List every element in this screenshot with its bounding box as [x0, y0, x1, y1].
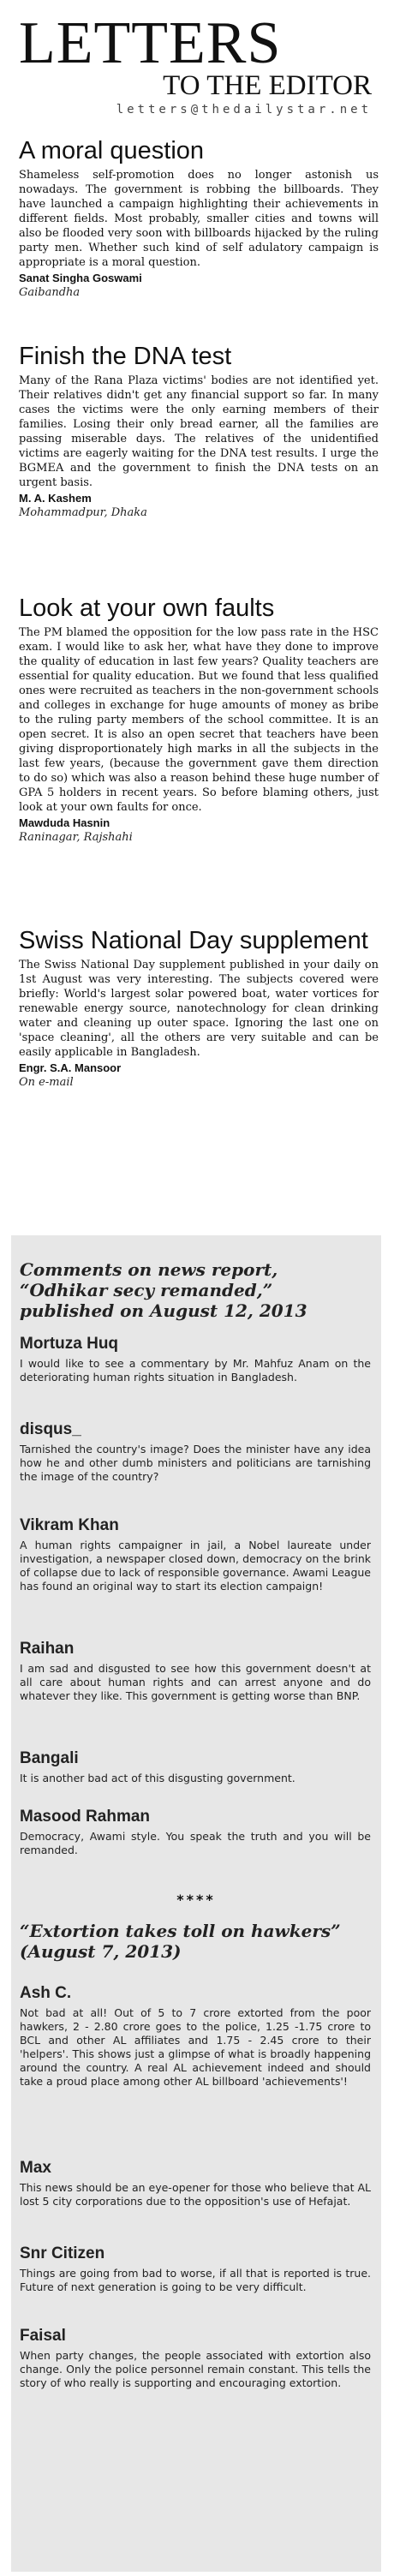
- letter-place: Mohammadpur, Dhaka: [19, 506, 147, 519]
- comments-heading-extortion: [20, 1921, 371, 1962]
- comment-text: This news should be an eye-opener for those who believe that AL lost 5 city corporations due to the opposition's use of Hefajat.: [20, 2181, 371, 2208]
- comment-text: Tarnished the country's image? Does the minister have any idea how he and other dumb ministers and politicians are tarnishing the image of the country?: [20, 1443, 371, 1483]
- letter-place: On e-mail: [19, 1076, 74, 1089]
- letter-author: Sanat Singha Goswami: [19, 272, 142, 284]
- letter-author: Engr. S.A. Mansoor: [19, 1061, 122, 1074]
- letter-place: Raninagar, Rajshahi: [19, 831, 133, 844]
- commenter-name: Vikram Khan: [20, 1516, 119, 1534]
- letter-body: Many of the Rana Plaza victims' bodies are not identified yet. Their relatives didn't get any financial support so far. In many cases the victims were the only earning members of their families. Losing their only bread earner, all the families are passing miserable days. The relatives of the unidentified victims are eagerly waiting for the DNA test results. I urge the BGMEA and the government to finish the DNA tests on an urgent basis.: [19, 374, 379, 489]
- commenter-name: Max: [20, 2159, 51, 2177]
- commenter-name: Raihan: [20, 1640, 75, 1658]
- comment-item: [20, 1420, 371, 1484]
- letter-author: M. A. Kashem: [19, 492, 92, 505]
- letter-own-faults: [19, 595, 379, 845]
- comment-item: [20, 2327, 371, 2390]
- letter-title: Finish the DNA test: [19, 343, 232, 370]
- letter-title: Look at your own faults: [19, 595, 275, 622]
- masthead-title: LETTERS: [19, 10, 282, 76]
- comment-text: Things are going from bad to worse, if all that is reported is true. Future of next generation is going to be very difficult.: [20, 2267, 371, 2293]
- commenter-name: Masood Rahman: [20, 1808, 151, 1826]
- comment-item: [20, 1516, 371, 1593]
- commenter-name: Snr Citizen: [20, 2244, 105, 2262]
- letter-author: Mawduda Hasnin: [19, 816, 110, 829]
- comment-text: Democracy, Awami style. You speak the truth and you will be remanded.: [20, 1830, 371, 1856]
- letter-title: A moral question: [19, 137, 205, 164]
- letter-dna-test: [19, 343, 379, 520]
- comments-heading: Comments on news report, “Odhikar secy remanded,” published on August 12, 2013: [20, 1259, 307, 1321]
- letter-body: The Swiss National Day supplement published in your daily on 1st August was very interesting. The subjects covered were briefly: World's largest solar powered boat, water vortices for renewable energy source, nanotechnology for clean drinking water and cleaning up outer space. Ignoring the last one on 'space cleaning', all the others are very suitable and can be easily applicable in Bangladesh.: [19, 959, 379, 1059]
- masthead-subtitle: TO THE EDITOR: [163, 70, 372, 101]
- comments-heading: “Extortion takes toll on hawkers” (August 7, 2013): [20, 1921, 341, 1962]
- letter-body: Shameless self-promotion does no longer astonish us nowadays. The government is robbing the billboards. They have launched a campaign highlighting their achievements in different fields. Most probably, smaller cities and towns will also be flooded very soon with billboards hijacked by the ruling party men. Whether such kind of self adulatory campaign is appropriate is a moral question.: [19, 169, 379, 269]
- commenter-name: Faisal: [20, 2327, 66, 2345]
- comment-text: Not bad at all! Out of 5 to 7 crore extorted from the poor hawkers, 2 - 2.80 crore goes to the police, 1.25 -1.75 crore to BCL and other AL affiliates and 1.75 - 2.45 crore to their 'helpers'. This shows just a glimpse of what is broadly happening around the country. A real AL achievement indeed and should take a proud place among other AL billboard 'achievements'!: [20, 2006, 371, 2088]
- comments-heading-odhikar: [20, 1259, 371, 1321]
- comment-text: A human rights campaigner in jail, a Nobel laureate under investigation, a newspaper closed down, democracy on the brink of collapse due to lack of responsible governance. Awami League has found an original way to start its election campaign!: [20, 1539, 371, 1593]
- commenter-name: Mortuza Huq: [20, 1335, 119, 1353]
- comment-item: [20, 1808, 371, 1857]
- comment-item: [20, 1335, 371, 1384]
- comment-item: [20, 2159, 371, 2208]
- letter-moral-question: [19, 137, 379, 300]
- comment-text: It is another bad act of this disgusting government.: [20, 1772, 296, 1784]
- commenter-name: Ash C.: [20, 1984, 72, 2002]
- comment-item: [20, 1749, 371, 1785]
- letter-title: Swiss National Day supplement: [19, 927, 368, 954]
- editor-email[interactable]: letters@thedailystar.net: [116, 103, 372, 117]
- section-separator: ****: [176, 1892, 216, 1908]
- comment-text: When party changes, the people associated with extortion also change. Only the police personnel remain constant. This tells the story of who really is supporting and encouraging extortion.: [20, 2349, 371, 2389]
- comment-item: [20, 2244, 371, 2294]
- online-comments-panel: [11, 1235, 381, 2572]
- masthead: [19, 10, 379, 117]
- commenter-name: disqus_: [20, 1420, 81, 1438]
- letter-place: Gaibandha: [19, 286, 81, 299]
- comment-text: I would like to see a commentary by Mr. Mahfuz Anam on the deteriorating human rights situation in Bangladesh.: [20, 1357, 371, 1384]
- letter-body: The PM blamed the opposition for the low pass rate in the HSC exam. I would like to ask her, what have they done to improve the quality of education in last few years? Quality teachers are essential for quality education. But we found that less qualified ones were recruited as teachers in the non-government schools and colleges in exchange for huge amounts of money as bribe to the ruling party members of the school committee. It is an open secret. It is also an open secret that teachers have been giving disproportionately high marks in all the subjects in the last few years, (because the government gave them direction to do so) which was also a reason behind these huge number of GPA 5 holders in recent years. So before blaming others, just look at your own faults for once.: [19, 626, 379, 814]
- comment-item: [20, 1640, 371, 1703]
- comment-text: I am sad and disgusted to see how this government doesn't at all care about human rights and can arrest anyone and do whatever they like. This government is getting worse than BNP.: [20, 1662, 371, 1702]
- commenter-name: Bangali: [20, 1749, 79, 1767]
- letter-swiss-national-day: [19, 927, 379, 1090]
- comment-item: [20, 1984, 371, 2089]
